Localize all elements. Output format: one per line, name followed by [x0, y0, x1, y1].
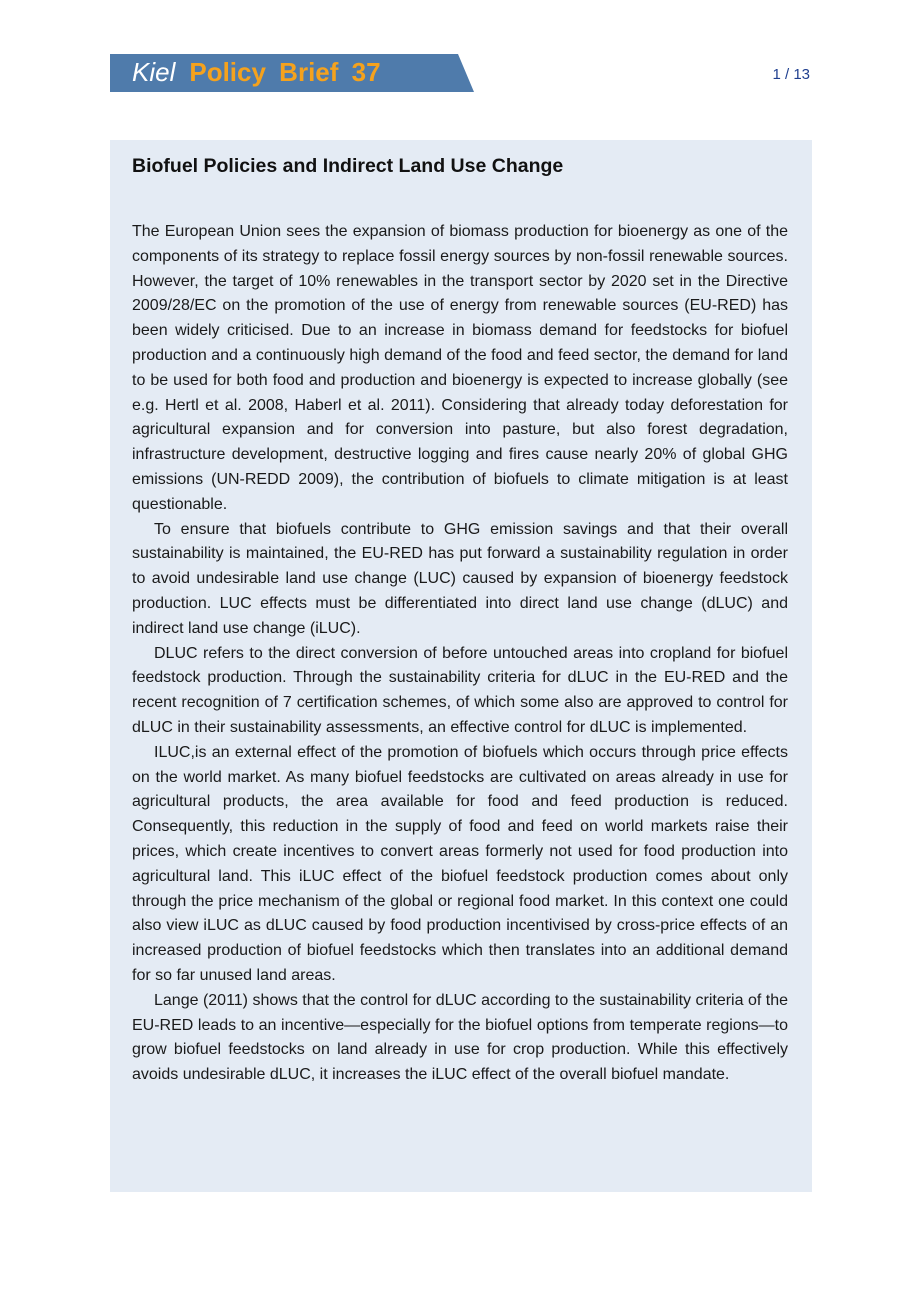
- paragraph: Lange (2011) shows that the control for dLUC according to the sustainability criteria of the EU-RED leads to an incentive—especially for the biofuel options from temperate regions—to grow biofuel feedstocks on land already in use for crop production. While this effectively avoids undesirable dLUC, it increases the iLUC effect of the overall biofuel mandate.: [132, 991, 788, 1084]
- brand-name: Kiel: [132, 57, 176, 87]
- paragraph: ILUC,is an external effect of the promotion of biofuels which occurs through price effects on the world market. As many biofuel feedstocks are cultivated on areas already in use for agricultural products, the area available for food and feed production is reduced. Consequently, this reduction in the supply of food and feed on world markets raise their prices, which create incentives to convert areas formerly not used for food production into agricultural land. This iLUC effect of the biofuel feedstock production comes about only through the price mechanism of the global or regional food market. In this context one could also view iLUC as dLUC caused by food production incentivised by cross-price effects of an increased production of biofuel feedstocks which then translates into an additional demand for so far unused land areas.: [132, 743, 788, 984]
- article-box: [110, 140, 812, 1192]
- paragraph: To ensure that biofuels contribute to GHG emission savings and that their overall sustainability is maintained, the EU-RED has put forward a sustainability regulation in order to avoid undesirable land use change (LUC) caused by expansion of bioenergy feedstock production. LUC effects must be differentiated into direct land use change (dLUC) and indirect land use change (iLUC).: [132, 520, 788, 637]
- paragraph: The European Union sees the expansion of biomass production for bioenergy as one of the components of its strategy to replace fossil energy sources by non-fossil renewable sources. However, the target of 10% renewables in the transport sector by 2020 set in the Directive 2009/28/EC on the promotion of the use of energy from renewable sources (EU-RED) has been widely criticised. Due to an increase in biomass demand for feedstocks for biofuel production and a continuously high demand of the food and feed sector, the demand for land to be used for both food and production and bioenergy is expected to increase globally (see e.g. Hertl et al. 2008, Haberl et al. 2011). Considering that already today deforestation for agricultural expansion and for conversion into pasture, but also forest degradation, infrastructure development, destructive logging and fires cause nearly 20% of global GHG emissions (UN-REDD 2009), the contribution of biofuels to climate mitigation is at least questionable.: [132, 223, 788, 513]
- article-body: [132, 220, 788, 1088]
- paragraph: DLUC refers to the direct conversion of before untouched areas into cropland for biofuel feedstock production. Through the sustainability criteria for dLUC in the EU-RED and the recent recognition of 7 certification schemes, of which some also are approved to control for dLUC in their sustainability assessments, an effective control for dLUC is implemented.: [132, 644, 788, 736]
- article-title: Biofuel Policies and Indirect Land Use Change: [132, 155, 564, 177]
- header-banner: [110, 54, 474, 92]
- series-name: Policy Brief 37: [189, 57, 381, 87]
- banner-title: [132, 57, 381, 87]
- page-indicator: 1 / 13: [772, 66, 810, 83]
